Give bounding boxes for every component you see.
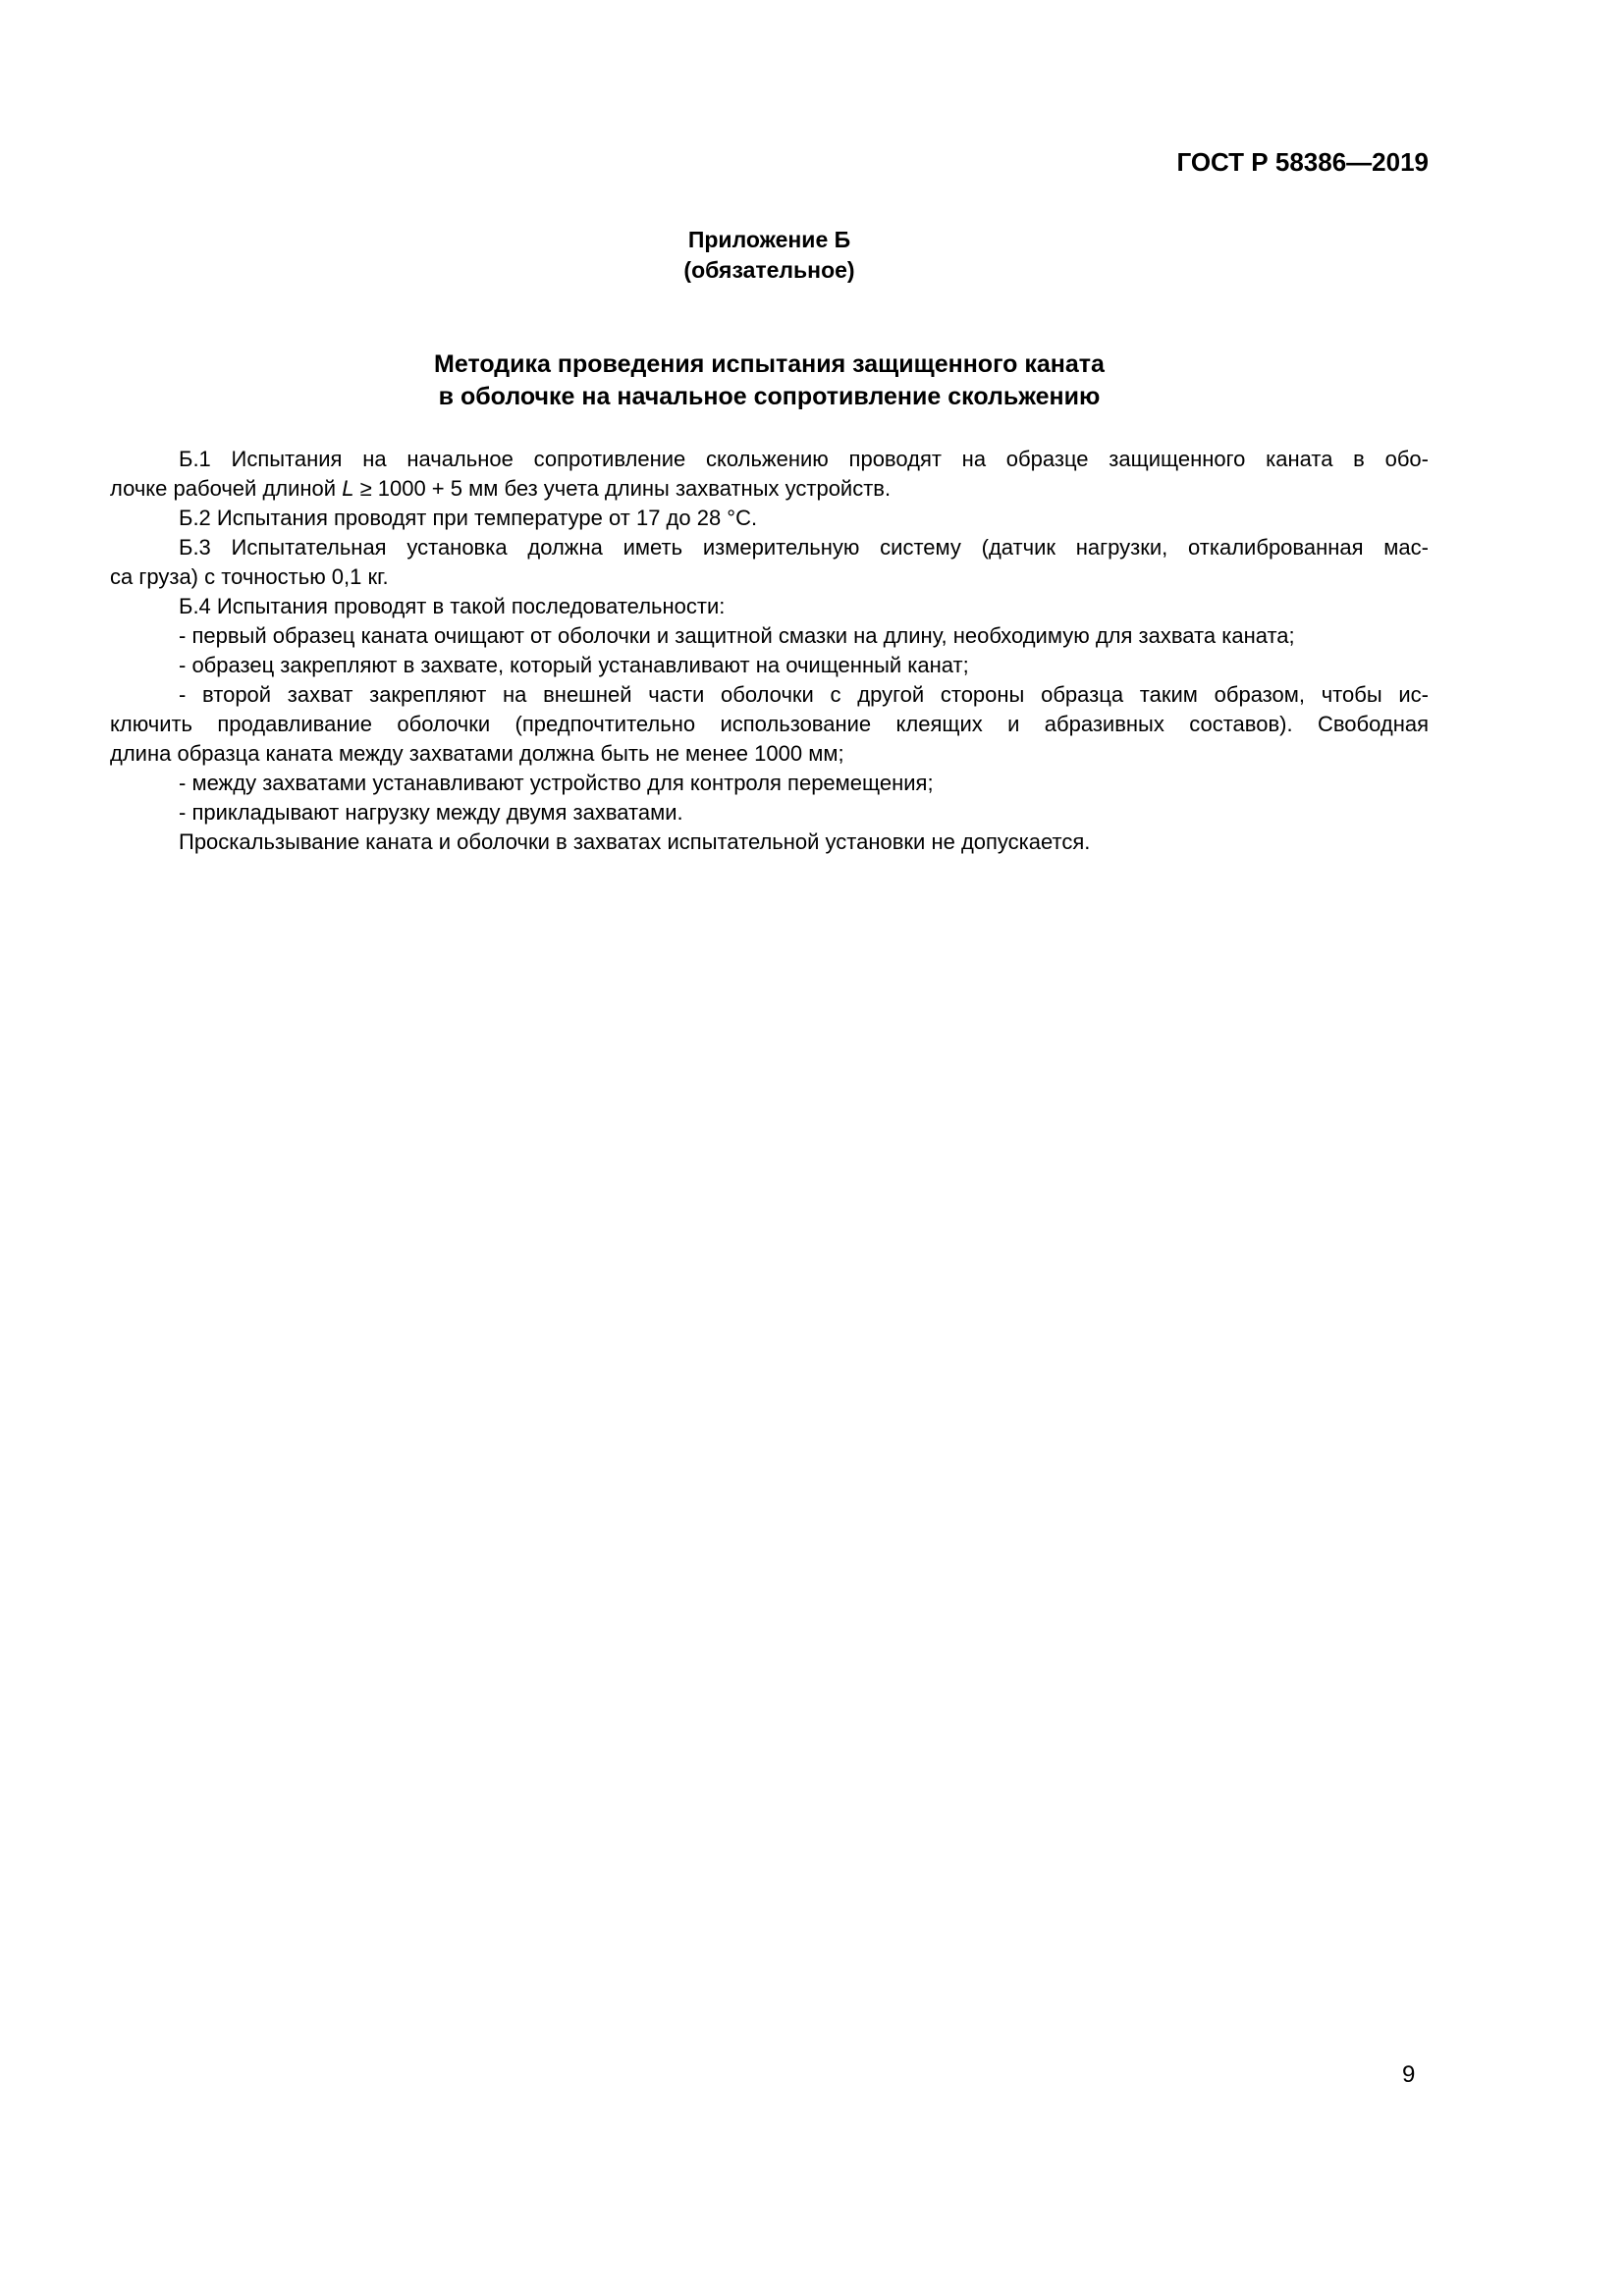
text-segment: лочке рабочей длиной [110,476,343,501]
annex-status: (обязательное) [683,257,855,283]
text-line: - первый образец каната очищают от оболочки и защитной смазки на длину, необходимую для захвата каната; [179,623,1295,648]
section-title [110,348,1429,413]
variable-L: L [342,476,354,501]
text-line: - между захватами устанавливают устройство для контроля перемещения; [179,771,934,795]
section-title-line2: в оболочке на начальное сопротивление скольжению [438,383,1101,410]
text-line: ключить продавливание оболочки (предпочтительно использование клеящих и абразивных составов). Свободная [110,712,1429,736]
text-line: - прикладывают нагрузку между двумя захватами. [179,800,683,825]
text-line: - образец закрепляют в захвате, который устанавливают на очищенный канат; [179,653,969,677]
text-block [110,0,1429,2296]
text-line: Б.3 Испытательная установка должна иметь измерительную систему (датчик нагрузки, откалиброванная мас- [179,535,1429,560]
text-line [110,474,1429,504]
annex-label: Приложение Б [687,227,851,252]
body-text [110,445,1429,857]
section-title-line1: Методика проведения испытания защищенного каната [434,350,1105,378]
text-line: - второй захват закрепляют на внешней части оболочки с другой стороны образца таким образом, чтобы ис- [179,682,1429,707]
text-segment: ≥ 1000 + 5 мм без учета длины захватных устройств. [353,476,892,501]
text-line: Б.1 Испытания на начальное сопротивление скольжению проводят на образце защищенного каната в обо- [179,447,1429,471]
text-line: Б.4 Испытания проводят в такой последовательности: [179,594,726,618]
text-line: длина образца каната между захватами должна быть не менее 1000 мм; [110,741,844,766]
standard-designation: ГОСТ Р 58386—2019 [1176,147,1429,177]
page-number: 9 [1402,2061,1416,2088]
text-line: Проскальзывание каната и оболочки в захватах испытательной установки не допускается. [179,829,1091,854]
text-line: са груза) с точностью 0,1 кг. [110,564,389,589]
annex-heading [110,225,1429,286]
text-line: Б.2 Испытания проводят при температуре от 17 до 28 °С. [179,506,758,530]
